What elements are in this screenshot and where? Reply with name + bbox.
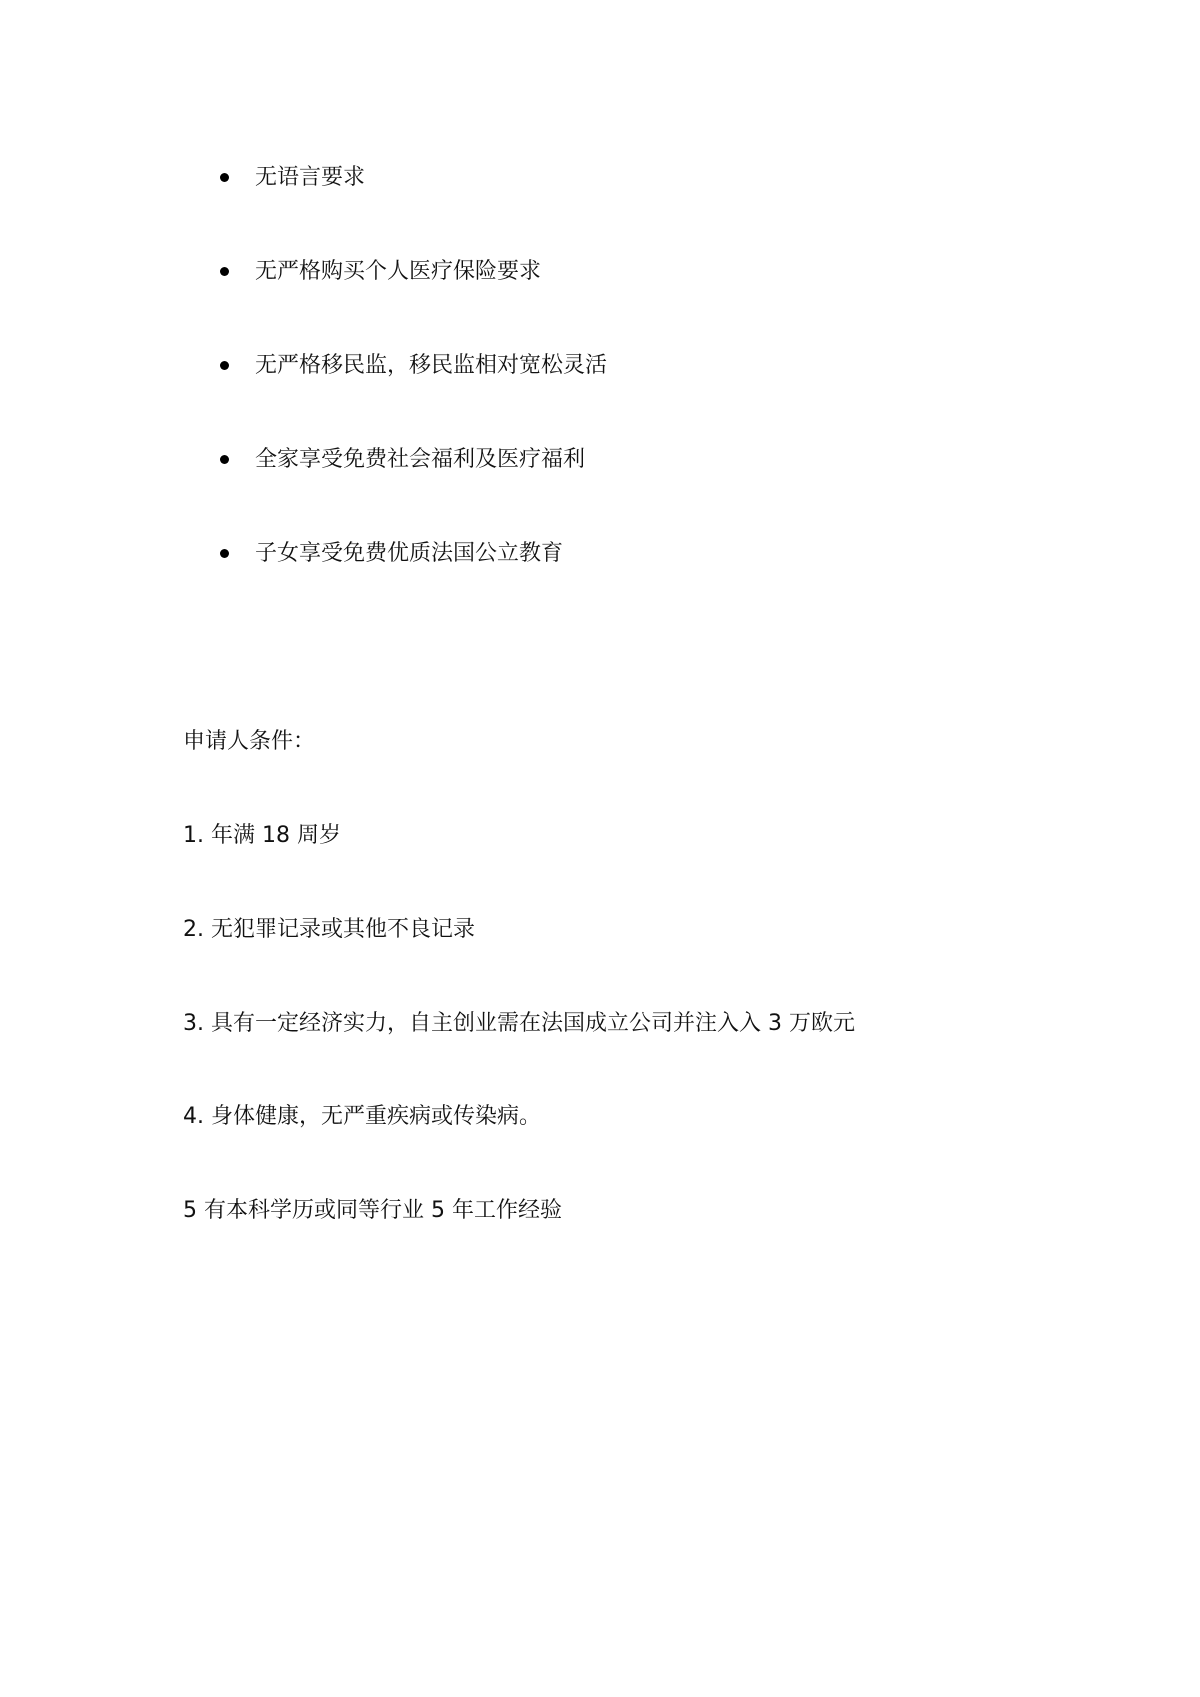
- benefit-item-4: [0, 440, 1200, 480]
- benefit-text: 全家享受免费社会福利及医疗福利: [255, 447, 586, 472]
- benefit-item-5: [0, 534, 1200, 574]
- benefit-text: 子女享受免费优质法国公立教育: [255, 541, 564, 566]
- requirements-heading: 申请人条件：: [183, 729, 316, 754]
- bullet-icon: [220, 549, 229, 558]
- benefit-item-2: [0, 252, 1200, 292]
- benefit-item-1: [0, 158, 1200, 198]
- bullet-icon: [220, 267, 229, 276]
- bullet-icon: [220, 361, 229, 370]
- benefit-text: 无语言要求: [255, 165, 366, 190]
- requirement-item-1: 1. 年满 18 周岁: [183, 823, 341, 848]
- requirement-item-3: 3. 具有一定经济实力，自主创业需在法国成立公司并注入入 3 万欧元: [183, 1011, 855, 1036]
- benefit-text: 无严格移民监，移民监相对宽松灵活: [255, 353, 608, 378]
- requirement-item-2: 2. 无犯罪记录或其他不良记录: [183, 917, 475, 942]
- benefit-item-3: [0, 346, 1200, 386]
- requirement-item-5: 5 有本科学历或同等行业 5 年工作经验: [183, 1198, 562, 1223]
- benefit-text: 无严格购买个人医疗保险要求: [255, 259, 542, 284]
- bullet-icon: [220, 173, 229, 182]
- bullet-icon: [220, 455, 229, 464]
- requirement-item-4: 4. 身体健康，无严重疾病或传染病。: [183, 1104, 541, 1129]
